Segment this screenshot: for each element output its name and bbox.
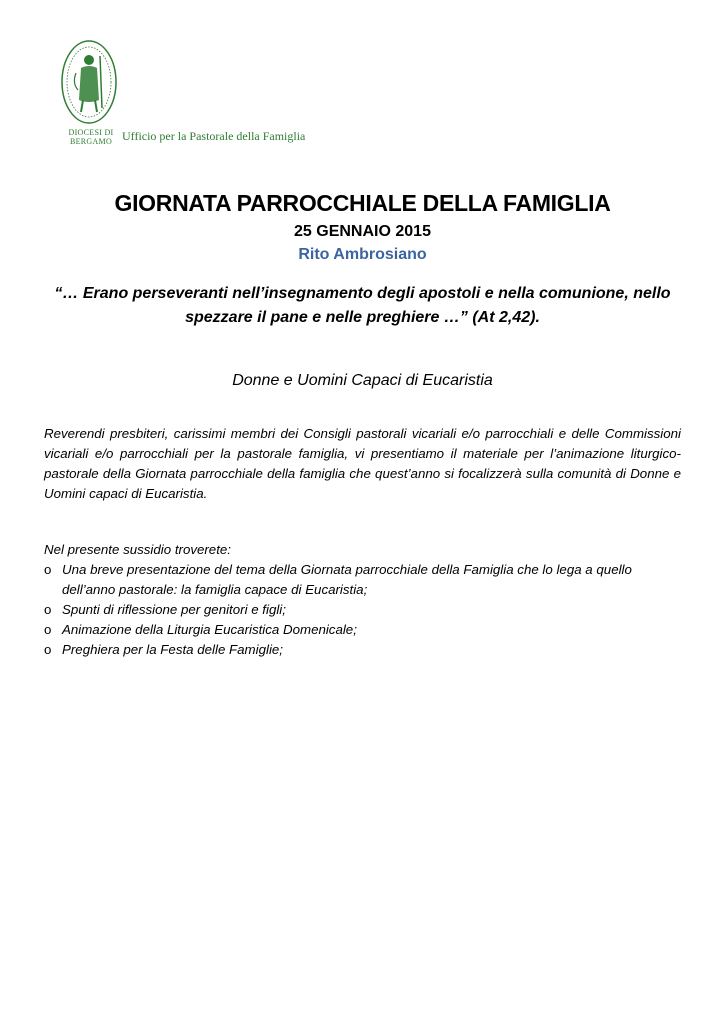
list-item-text: Spunti di riflessione per genitori e figli; — [62, 602, 286, 617]
event-date: 25 GENNAIO 2015 — [294, 223, 431, 240]
list-item — [44, 640, 684, 660]
seal-caption: DIOCESI DI BERGAMO — [68, 128, 114, 146]
scripture-quote: “… Erano perseveranti nell’insegnamento degli apostoli e nella comunione, nello spezzare il pane e nelle preghiere …” (At 2,42). — [54, 285, 671, 326]
contents-list — [44, 560, 684, 660]
office-name: Ufficio per la Pastorale della Famiglia — [122, 129, 306, 143]
list-item-text: Una breve presentazione del tema della Giornata parrocchiale della Famiglia che lo lega a quello dell’anno pastorale: la famiglia capace di Eucaristia; — [62, 562, 632, 597]
diocese-seal-icon — [60, 38, 118, 126]
contents-intro: Nel presente sussidio troverete: — [44, 542, 231, 557]
list-item — [44, 600, 684, 620]
rite-label: Rito Ambrosiano — [298, 246, 427, 263]
bullet-icon: o — [44, 622, 52, 637]
intro-paragraph: Reverendi presbiteri, carissimi membri dei Consigli pastorali vicariali e/o parrocchiali e delle Commissioni vicariali e/o parrocchiali per la pastorale famiglia, vi presentiamo il materiale per l’animazione liturgico-pastorale della Giornata parrocchiale della famiglia che quest’anno si focalizzerà sulla comunità di Donne e Uomini capaci di Eucaristia. — [44, 426, 681, 501]
list-item-text: Preghiera per la Festa delle Famiglie; — [62, 642, 283, 657]
theme-subtitle: Donne e Uomini Capaci di Eucaristia — [232, 372, 493, 389]
list-item-text: Animazione della Liturgia Eucaristica Domenicale; — [62, 622, 357, 637]
page-title: GIORNATA PARROCCHIALE DELLA FAMIGLIA — [114, 190, 611, 216]
bullet-icon: o — [44, 642, 52, 657]
bullet-icon: o — [44, 602, 52, 617]
bullet-icon: o — [44, 562, 52, 577]
list-item — [44, 560, 684, 600]
list-item — [44, 620, 684, 640]
